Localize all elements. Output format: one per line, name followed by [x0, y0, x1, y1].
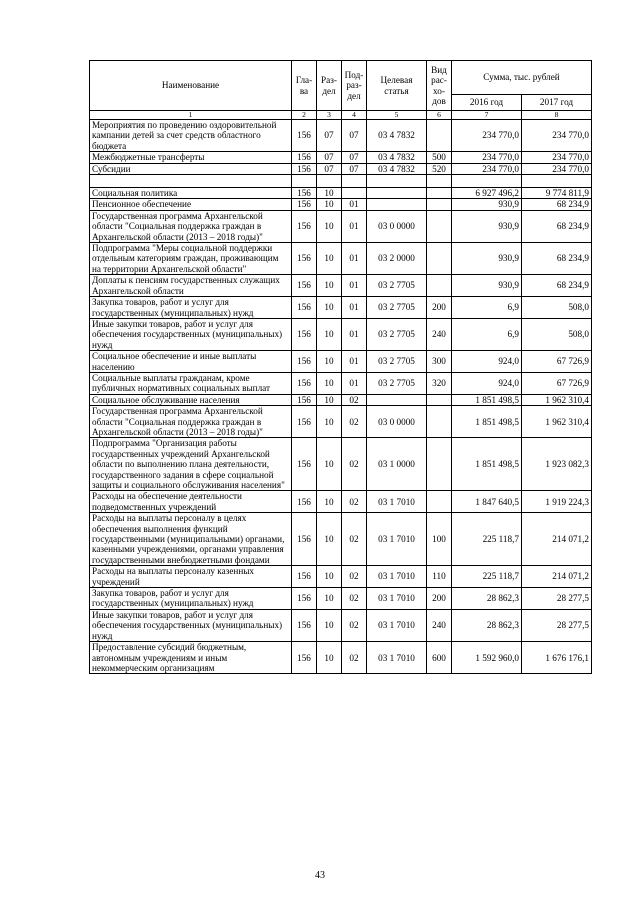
- cell-name: Закупка товаров, работ и услуг для государственных (муниципальных) нужд: [90, 297, 292, 319]
- cell-2017: 1 919 224,3: [522, 491, 592, 513]
- cell-2017: 1 923 082,3: [522, 438, 592, 491]
- cell-vid: [427, 188, 452, 199]
- cell-glava: 156: [292, 188, 317, 199]
- cell-razdel: 10: [317, 642, 342, 674]
- header-razdel: Раз- дел: [317, 61, 342, 111]
- cell-vid: 240: [427, 318, 452, 350]
- cell-glava: 156: [292, 199, 317, 210]
- cell-podrazdel: 01: [342, 297, 367, 319]
- column-number: 3: [317, 111, 342, 120]
- cell-podrazdel: 02: [342, 566, 367, 588]
- column-numbers-row: [90, 111, 592, 120]
- cell-razdel: 10: [317, 513, 342, 566]
- cell-razdel: 10: [317, 275, 342, 297]
- cell-2016: 1 592 960,0: [452, 642, 522, 674]
- budget-table: [89, 60, 592, 674]
- cell-glava: 156: [292, 120, 317, 152]
- cell-name: Расходы на обеспечение деятельности подведомственных учреждений: [90, 491, 292, 513]
- table-row: [90, 318, 592, 350]
- cell-vid: 600: [427, 642, 452, 674]
- cell-razdel: 07: [317, 120, 342, 152]
- cell-2017: 508,0: [522, 297, 592, 319]
- header-sum: Сумма, тыс. рублей: [452, 61, 592, 95]
- cell-2016: 930,9: [452, 199, 522, 210]
- cell-glava: 156: [292, 351, 317, 373]
- cell-podrazdel: 01: [342, 351, 367, 373]
- cell-target: 03 1 7010: [367, 566, 427, 588]
- cell-name: Подпрограмма "Меры социальной поддержки отдельным категориям граждан, проживающим на территории Архангельской области": [90, 243, 292, 275]
- column-number: 5: [367, 111, 427, 120]
- table-row: [90, 588, 592, 610]
- cell-podrazdel: 02: [342, 394, 367, 405]
- cell-vid: 500: [427, 152, 452, 163]
- cell-name: Предоставление субсидий бюджетным, автономным учреждениям и иным некоммерческим организациям: [90, 642, 292, 674]
- cell-target: [367, 199, 427, 210]
- column-number: 8: [522, 111, 592, 120]
- cell-glava: 156: [292, 275, 317, 297]
- cell-razdel: 10: [317, 199, 342, 210]
- cell-target: [367, 394, 427, 405]
- cell-razdel: 10: [317, 438, 342, 491]
- cell-podrazdel: [342, 175, 367, 188]
- column-number: 2: [292, 111, 317, 120]
- cell-target: [367, 188, 427, 199]
- cell-glava: 156: [292, 297, 317, 319]
- cell-podrazdel: 01: [342, 318, 367, 350]
- cell-podrazdel: 01: [342, 210, 367, 242]
- cell-podrazdel: 01: [342, 199, 367, 210]
- cell-vid: 200: [427, 297, 452, 319]
- cell-2016: 6,9: [452, 318, 522, 350]
- cell-target: 03 0 0000: [367, 406, 427, 438]
- cell-razdel: 10: [317, 210, 342, 242]
- cell-vid: [427, 210, 452, 242]
- cell-name: Социальная политика: [90, 188, 292, 199]
- cell-podrazdel: 01: [342, 372, 367, 394]
- cell-2016: 924,0: [452, 372, 522, 394]
- cell-2016: [452, 175, 522, 188]
- column-number: 7: [452, 111, 522, 120]
- cell-podrazdel: 07: [342, 152, 367, 163]
- cell-razdel: 10: [317, 318, 342, 350]
- cell-name: Расходы на выплаты персоналу казенных учреждений: [90, 566, 292, 588]
- cell-2016: 6,9: [452, 297, 522, 319]
- cell-2016: 1 851 498,5: [452, 438, 522, 491]
- cell-target: 03 1 7010: [367, 642, 427, 674]
- table-row: [90, 438, 592, 491]
- cell-target: 03 4 7832: [367, 152, 427, 163]
- header-2017: 2017 год: [522, 95, 592, 111]
- cell-2016: 234 770,0: [452, 152, 522, 163]
- cell-name: Межбюджетные трансферты: [90, 152, 292, 163]
- cell-glava: 156: [292, 243, 317, 275]
- cell-name: Государственная программа Архангельской области "Социальная поддержка граждан в Архангельской области (2013 – 2018 годы)": [90, 406, 292, 438]
- cell-vid: [427, 394, 452, 405]
- cell-glava: 156: [292, 609, 317, 641]
- cell-glava: 156: [292, 642, 317, 674]
- cell-name: Иные закупки товаров, работ и услуг для обеспечения государственных (муниципальных) нужд: [90, 318, 292, 350]
- cell-name: Закупка товаров, работ и услуг для государственных (муниципальных) нужд: [90, 588, 292, 610]
- cell-razdel: 10: [317, 297, 342, 319]
- cell-2017: 68 234,9: [522, 275, 592, 297]
- cell-glava: 156: [292, 438, 317, 491]
- cell-2016: 225 118,7: [452, 513, 522, 566]
- cell-vid: [427, 406, 452, 438]
- cell-2016: 930,9: [452, 210, 522, 242]
- cell-target: 03 2 7705: [367, 318, 427, 350]
- cell-glava: 156: [292, 163, 317, 174]
- cell-razdel: [317, 175, 342, 188]
- header-2016: 2016 год: [452, 95, 522, 111]
- cell-2017: 68 234,9: [522, 199, 592, 210]
- cell-2017: 67 726,9: [522, 351, 592, 373]
- cell-glava: 156: [292, 406, 317, 438]
- cell-name: Социальные выплаты гражданам, кроме публичных нормативных социальных выплат: [90, 372, 292, 394]
- cell-glava: 156: [292, 318, 317, 350]
- table-row: [90, 372, 592, 394]
- cell-glava: 156: [292, 513, 317, 566]
- cell-podrazdel: 07: [342, 120, 367, 152]
- cell-name: Доплаты к пенсиям государственных служащих Архангельской области: [90, 275, 292, 297]
- table-row: [90, 275, 592, 297]
- cell-target: 03 2 7705: [367, 351, 427, 373]
- header-target: Целевая статья: [367, 61, 427, 111]
- cell-2017: 214 071,2: [522, 566, 592, 588]
- cell-podrazdel: 02: [342, 491, 367, 513]
- cell-2017: 234 770,0: [522, 163, 592, 174]
- table-body: [90, 120, 592, 674]
- cell-2017: 68 234,9: [522, 243, 592, 275]
- cell-razdel: 10: [317, 609, 342, 641]
- cell-target: 03 4 7832: [367, 120, 427, 152]
- cell-2016: 6 927 496,2: [452, 188, 522, 199]
- cell-glava: [292, 175, 317, 188]
- cell-podrazdel: 02: [342, 438, 367, 491]
- cell-target: 03 2 7705: [367, 297, 427, 319]
- cell-2016: 225 118,7: [452, 566, 522, 588]
- cell-podrazdel: 02: [342, 642, 367, 674]
- cell-2017: 508,0: [522, 318, 592, 350]
- cell-name: [90, 175, 292, 188]
- cell-2017: 1 962 310,4: [522, 394, 592, 405]
- table-row: [90, 642, 592, 674]
- header-glava: Гла- ва: [292, 61, 317, 111]
- cell-glava: 156: [292, 152, 317, 163]
- table-row: [90, 351, 592, 373]
- cell-razdel: 07: [317, 163, 342, 174]
- cell-razdel: 07: [317, 152, 342, 163]
- cell-2016: 1 851 498,5: [452, 394, 522, 405]
- cell-target: 03 1 7010: [367, 491, 427, 513]
- cell-target: 03 0 0000: [367, 210, 427, 242]
- cell-glava: 156: [292, 372, 317, 394]
- cell-2017: 67 726,9: [522, 372, 592, 394]
- cell-2017: 1 962 310,4: [522, 406, 592, 438]
- cell-vid: 300: [427, 351, 452, 373]
- table-row: [90, 152, 592, 163]
- table-row: [90, 513, 592, 566]
- cell-target: 03 4 7832: [367, 163, 427, 174]
- cell-2017: 234 770,0: [522, 120, 592, 152]
- cell-razdel: 10: [317, 588, 342, 610]
- cell-glava: 156: [292, 394, 317, 405]
- table-row: [90, 120, 592, 152]
- header-name: Наименование: [90, 61, 292, 111]
- cell-2017: 214 071,2: [522, 513, 592, 566]
- table-row: [90, 394, 592, 405]
- table-row: [90, 491, 592, 513]
- cell-2016: 28 862,3: [452, 588, 522, 610]
- cell-razdel: 10: [317, 351, 342, 373]
- cell-2016: 930,9: [452, 243, 522, 275]
- cell-vid: [427, 275, 452, 297]
- cell-2017: 9 774 811,9: [522, 188, 592, 199]
- column-number: 4: [342, 111, 367, 120]
- cell-name: Субсидии: [90, 163, 292, 174]
- table-row: [90, 609, 592, 641]
- cell-vid: [427, 491, 452, 513]
- cell-target: 03 1 7010: [367, 588, 427, 610]
- cell-razdel: 10: [317, 394, 342, 405]
- blank-row: [90, 175, 592, 188]
- cell-name: Социальное обеспечение и иные выплаты населению: [90, 351, 292, 373]
- table-row: [90, 199, 592, 210]
- cell-vid: [427, 243, 452, 275]
- table-row: [90, 188, 592, 199]
- cell-2016: 28 862,3: [452, 609, 522, 641]
- cell-name: Государственная программа Архангельской области "Социальная поддержка граждан в Архангельской области (2013 – 2018 годы)": [90, 210, 292, 242]
- table-row: [90, 243, 592, 275]
- cell-target: 03 1 7010: [367, 513, 427, 566]
- cell-glava: 156: [292, 210, 317, 242]
- header-podrazdel: Под- раз- дел: [342, 61, 367, 111]
- cell-podrazdel: [342, 188, 367, 199]
- cell-2016: 234 770,0: [452, 163, 522, 174]
- column-number: 1: [90, 111, 292, 120]
- cell-podrazdel: 02: [342, 588, 367, 610]
- cell-vid: 240: [427, 609, 452, 641]
- cell-2016: 1 851 498,5: [452, 406, 522, 438]
- cell-vid: [427, 175, 452, 188]
- table-row: [90, 210, 592, 242]
- cell-razdel: 10: [317, 372, 342, 394]
- cell-name: Социальное обслуживание населения: [90, 394, 292, 405]
- cell-name: Пенсионное обеспечение: [90, 199, 292, 210]
- table-row: [90, 163, 592, 174]
- cell-vid: 320: [427, 372, 452, 394]
- cell-2016: 234 770,0: [452, 120, 522, 152]
- cell-2016: 930,9: [452, 275, 522, 297]
- cell-podrazdel: 07: [342, 163, 367, 174]
- cell-razdel: 10: [317, 243, 342, 275]
- cell-podrazdel: 02: [342, 609, 367, 641]
- table-row: [90, 566, 592, 588]
- column-number: 6: [427, 111, 452, 120]
- cell-2017: 28 277,5: [522, 588, 592, 610]
- cell-glava: 156: [292, 588, 317, 610]
- cell-podrazdel: 01: [342, 275, 367, 297]
- cell-glava: 156: [292, 566, 317, 588]
- cell-vid: 110: [427, 566, 452, 588]
- cell-2017: 28 277,5: [522, 609, 592, 641]
- table-row: [90, 297, 592, 319]
- cell-razdel: 10: [317, 491, 342, 513]
- table-row: [90, 406, 592, 438]
- cell-2017: 234 770,0: [522, 152, 592, 163]
- budget-page: [89, 60, 591, 674]
- cell-2016: 924,0: [452, 351, 522, 373]
- cell-target: 03 1 7010: [367, 609, 427, 641]
- cell-name: Расходы на выплаты персоналу в целях обеспечения выполнения функций государственными (муниципальными) органами, казенными учреждениями, органами управления государственными внебюджетными фондами: [90, 513, 292, 566]
- cell-razdel: 10: [317, 406, 342, 438]
- cell-2017: 68 234,9: [522, 210, 592, 242]
- cell-target: [367, 175, 427, 188]
- cell-razdel: 10: [317, 566, 342, 588]
- cell-vid: [427, 199, 452, 210]
- cell-target: 03 2 7705: [367, 372, 427, 394]
- cell-vid: 200: [427, 588, 452, 610]
- cell-podrazdel: 01: [342, 243, 367, 275]
- cell-2016: 1 847 640,5: [452, 491, 522, 513]
- header-vid: Вид рас- хо- дов: [427, 61, 452, 111]
- cell-vid: 100: [427, 513, 452, 566]
- cell-target: 03 2 0000: [367, 243, 427, 275]
- cell-name: Мероприятия по проведению оздоровительной кампании детей за счет средств областного бюджета: [90, 120, 292, 152]
- cell-glava: 156: [292, 491, 317, 513]
- cell-podrazdel: 02: [342, 513, 367, 566]
- cell-2017: [522, 175, 592, 188]
- cell-name: Подпрограмма "Организация работы государственных учреждений Архангельской области по выполнению плана деятельности, государственного задания в сфере социальной защиты и социального обслуживания населения": [90, 438, 292, 491]
- cell-vid: 520: [427, 163, 452, 174]
- cell-2017: 1 676 176,1: [522, 642, 592, 674]
- cell-target: 03 1 0000: [367, 438, 427, 491]
- cell-podrazdel: 02: [342, 406, 367, 438]
- page-number: 43: [315, 870, 325, 881]
- cell-vid: [427, 120, 452, 152]
- cell-target: 03 2 7705: [367, 275, 427, 297]
- cell-name: Иные закупки товаров, работ и услуг для обеспечения государственных (муниципальных) нужд: [90, 609, 292, 641]
- cell-razdel: 10: [317, 188, 342, 199]
- cell-vid: [427, 438, 452, 491]
